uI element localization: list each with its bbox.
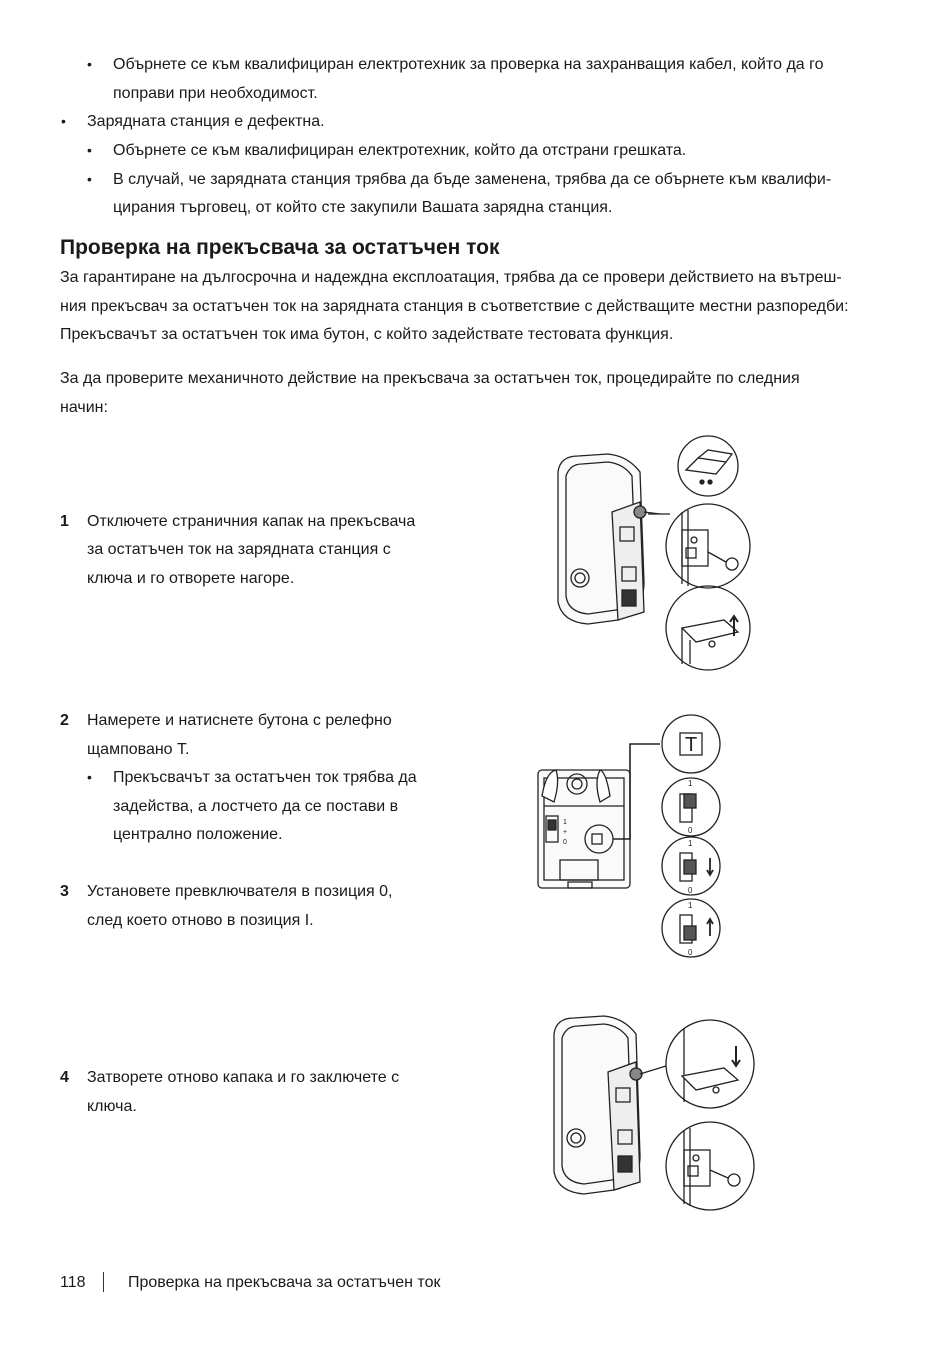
bullet-symbol: • <box>87 171 92 187</box>
step-1-number: 1 <box>60 513 69 530</box>
intro-bullet-4-line-1: В случай, че зарядната станция трябва да бъде заменена, трябва да се обърнете към квалифи- <box>113 171 832 188</box>
bullet-symbol: • <box>87 142 92 158</box>
step-2-line-2: щамповано T. <box>87 741 190 758</box>
panel-label-1: 1 <box>563 819 567 826</box>
step-2-number: 2 <box>60 712 69 729</box>
panel-label-0: 0 <box>563 839 567 846</box>
step-1-line-3: ключа и го отворете нагоре. <box>87 570 295 587</box>
intro-bullet-1-line-2: поправи при необходимост. <box>113 85 318 102</box>
step-2-sub-line-2: задейства, а лостчето да се постави в <box>113 798 399 815</box>
step-3-line-2: след което отново в позиция I. <box>87 912 314 929</box>
intro-bullet-3: Обърнете се към квалифициран електротехник, който да отстрани грешката. <box>113 142 687 159</box>
paragraph2-line-2: начин: <box>60 399 108 416</box>
open-cover-illustration <box>548 432 756 676</box>
step-2-sub-line-3: централно положение. <box>113 826 283 843</box>
paragraph1-line-2: ния прекъсвач за остатъчен ток на зарядната станция в съответствие с действащите местни разпоредби: <box>60 298 849 315</box>
step-1-line-2: за остатъчен ток на зарядната станция с <box>87 541 391 558</box>
panel-label-plus: + <box>563 829 568 836</box>
bullet-symbol: • <box>87 56 92 72</box>
intro-bullet-4-line-2: цирания търговец, от който сте закупили Вашата зарядна станция. <box>113 199 613 216</box>
switch-1-bottom-label: 0 <box>688 826 693 835</box>
switch-2-bottom-label: 0 <box>688 886 693 895</box>
step-4-line-2: ключа. <box>87 1098 137 1115</box>
switch-1-top-label: 1 <box>688 779 693 788</box>
intro-bullet-1-line-1: Обърнете се към квалифициран електротехник за проверка на захранващия кабел, който да го <box>113 56 824 73</box>
paragraph1-line-1: За гарантиране на дългосрочна и надеждна експлоатация, трябва да се провери действието на вътреш- <box>60 269 842 286</box>
footer-title: Проверка на прекъсвача за остатъчен ток <box>128 1274 441 1291</box>
page-number: 118 <box>60 1274 86 1291</box>
switch-3-bottom-label: 0 <box>688 948 693 957</box>
test-button-illustration <box>534 712 746 964</box>
footer-separator <box>103 1272 104 1292</box>
step-2-sub-line-1: Прекъсвачът за остатъчен ток трябва да <box>113 769 417 786</box>
paragraph2-line-1: За да проверите механичното действие на прекъсвача за остатъчен ток, процедирайте по следния <box>60 370 800 387</box>
step-1-line-1: Отключете страничния капак на прекъсвача <box>87 513 416 530</box>
close-cover-illustration <box>546 1006 758 1222</box>
switch-3-top-label: 1 <box>688 901 693 910</box>
intro-bullet-2: Зарядната станция е дефектна. <box>87 113 325 130</box>
step-3-number: 3 <box>60 883 69 900</box>
step-2-line-1: Намерете и натиснете бутона с релефно <box>87 712 392 729</box>
step-3-line-1: Установете превключвателя в позиция 0, <box>87 883 393 900</box>
test-button-letter: T <box>685 734 698 756</box>
bullet-symbol: • <box>61 113 66 129</box>
step-4-number: 4 <box>60 1069 69 1086</box>
paragraph1-line-3: Прекъсвачът за остатъчен ток има бутон, с който задействате тестовата функция. <box>60 326 674 343</box>
section-heading: Проверка на прекъсвача за остатъчен ток <box>60 236 500 259</box>
step-4-line-1: Затворете отново капака и го заключете с <box>87 1069 400 1086</box>
switch-2-top-label: 1 <box>688 839 693 848</box>
bullet-symbol: • <box>87 769 92 785</box>
